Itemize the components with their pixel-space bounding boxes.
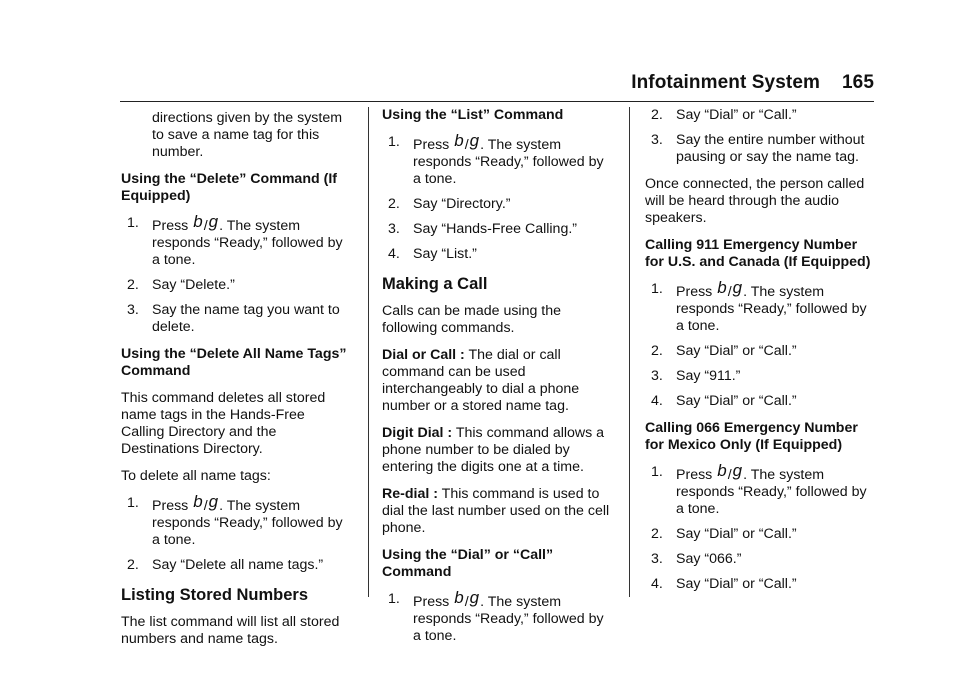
list-item: 1. Press b/g. The system responds “Ready,” followed by a tone. — [651, 278, 867, 334]
list-item: 3. Say “911.” — [651, 368, 741, 384]
section-title: Infotainment System — [631, 72, 820, 93]
list-item: 1. Press b/g. The system responds “Ready,” followed by a tone. — [388, 131, 604, 187]
paragraph: To delete all name tags: — [121, 468, 271, 484]
list-item: 3. Say the entire number without pausing or say the name tag. — [651, 132, 865, 165]
list-item: 3. Say the name tag you want to delete. — [127, 302, 340, 335]
column-divider — [629, 107, 630, 597]
voice-button-icon: b — [717, 461, 727, 480]
list-item: 3. Say “066.” — [651, 551, 742, 567]
column-1 — [121, 107, 351, 658]
steps-list — [121, 212, 351, 336]
list-item: 2. Say “Delete all name tags.” — [127, 557, 324, 573]
page-number: 165 — [841, 72, 874, 93]
voice-button-icon: b — [193, 212, 203, 231]
section-heading: Making a Call — [382, 275, 488, 293]
column-3 — [645, 107, 877, 603]
list-item: 1. Press b/g. The system responds “Ready,” followed by a tone. — [651, 461, 867, 517]
column-divider — [368, 107, 369, 597]
section-heading: Listing Stored Numbers — [121, 586, 309, 604]
list-item: 1. Press b/g. The system responds “Ready,” followed by a tone. — [127, 212, 343, 268]
definition: Digit Dial : This command allows a phone number to be dialed by entering the digits one at a time. — [382, 425, 605, 475]
subheading: Calling 066 Emergency Number for Mexico Only (If Equipped) — [645, 420, 858, 453]
list-item: 2. Say “Dial” or “Call.” — [651, 526, 797, 542]
term: Re-dial : — [382, 486, 438, 502]
list-item: 3. Say “Hands-Free Calling.” — [388, 221, 578, 237]
page-header — [631, 72, 874, 94]
subheading: Using the “List” Command — [382, 107, 564, 123]
list-item: 4. Say “Dial” or “Call.” — [651, 576, 797, 592]
steps-list — [382, 131, 614, 263]
voice-button-icon: b — [193, 492, 203, 511]
subheading: Using the “Delete” Command (If Equipped) — [121, 171, 337, 204]
steps-list — [645, 107, 877, 166]
term: Digit Dial : — [382, 425, 453, 441]
definition: Re-dial : This command is used to dial the last number used on the cell phone. — [382, 486, 610, 536]
paragraph: This command deletes all stored name tags in the Hands-Free Calling Directory and the Destinations Directory. — [121, 390, 326, 457]
phone-button-icon: g — [208, 212, 219, 231]
paragraph: The list command will list all stored numbers and name tags. — [121, 614, 340, 647]
voice-button-icon: b — [717, 278, 727, 297]
paragraph: Calls can be made using the following commands. — [382, 303, 562, 336]
voice-button-icon: b — [454, 131, 464, 150]
phone-button-icon: g — [208, 492, 219, 511]
list-item: 1. Press b/g. The system responds “Ready,” followed by a tone. — [388, 588, 604, 644]
phone-button-icon: g — [732, 278, 743, 297]
phone-button-icon: g — [469, 131, 480, 150]
subheading: Using the “Dial” or “Call” Command — [382, 547, 554, 580]
definition: Dial or Call : The dial or call command can be used interchangeably to dial a phone number or a stored name tag. — [382, 347, 580, 414]
list-item: 4. Say “List.” — [388, 246, 477, 262]
phone-button-icon: g — [469, 588, 480, 607]
subheading: Using the “Delete All Name Tags” Command — [121, 346, 347, 379]
subheading: Calling 911 Emergency Number for U.S. and Canada (If Equipped) — [645, 237, 871, 270]
header-rule — [120, 101, 874, 102]
paragraph: directions given by the system to save a name tag for this number. — [152, 110, 343, 160]
list-item: 2. Say “Dial” or “Call.” — [651, 107, 797, 123]
term: Dial or Call : — [382, 347, 465, 363]
column-2 — [382, 107, 614, 655]
steps-list — [645, 461, 877, 593]
paragraph: Once connected, the person called will be heard through the audio speakers. — [645, 176, 865, 226]
list-item: 2. Say “Directory.” — [388, 196, 511, 212]
steps-list — [121, 492, 351, 574]
list-item: 2. Say “Delete.” — [127, 277, 235, 293]
steps-list — [382, 588, 614, 645]
list-item: 2. Say “Dial” or “Call.” — [651, 343, 797, 359]
list-item: 1. Press b/g. The system responds “Ready,” followed by a tone. — [127, 492, 343, 548]
voice-button-icon: b — [454, 588, 464, 607]
phone-button-icon: g — [732, 461, 743, 480]
list-item: 4. Say “Dial” or “Call.” — [651, 393, 797, 409]
steps-list — [645, 278, 877, 410]
